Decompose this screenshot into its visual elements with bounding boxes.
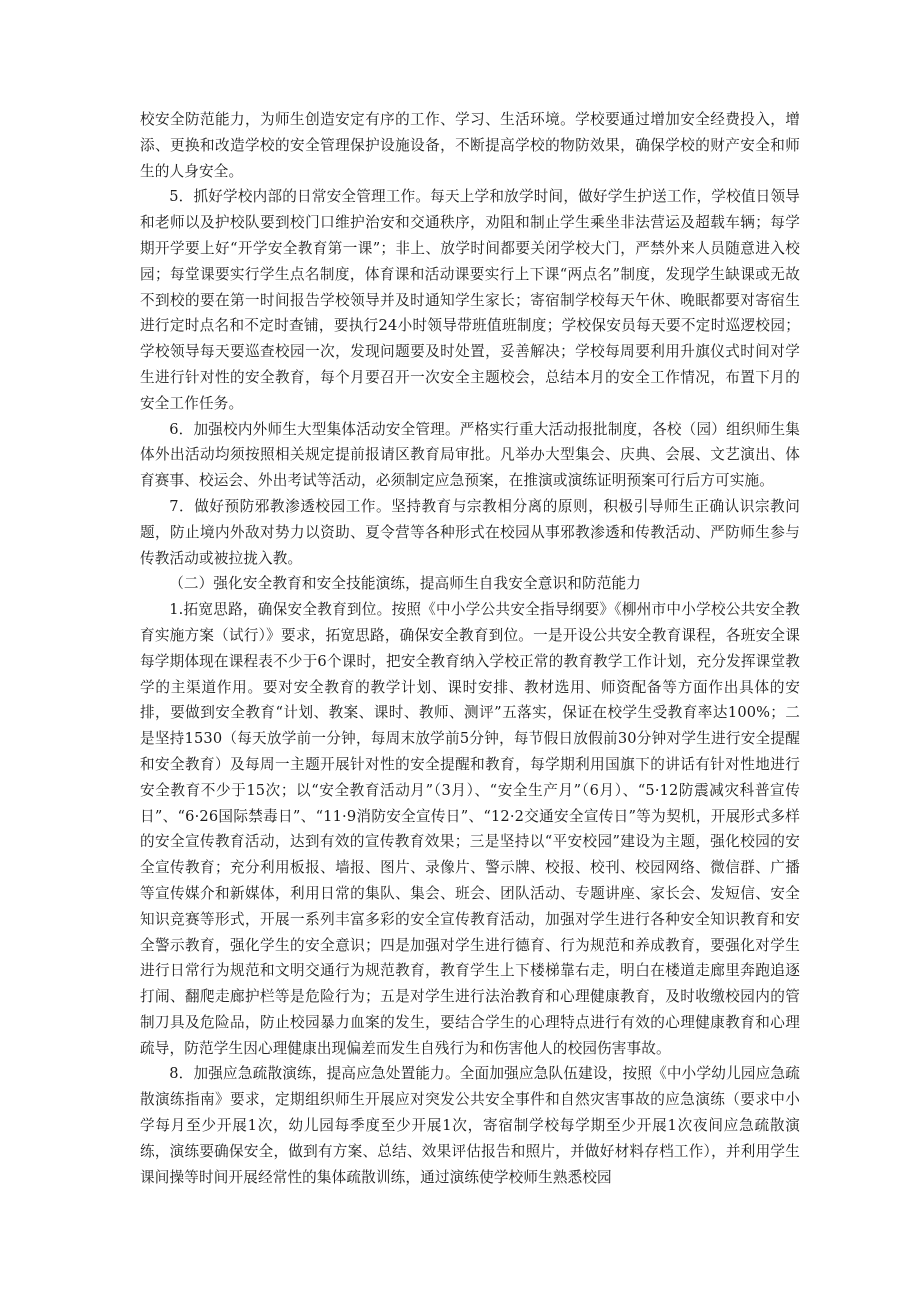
paragraph-3: 6．加强校内外师生大型集体活动安全管理。严格实行重大活动报批制度，各校（园）组织师生集体外出活动均须按照相关规定提前报请区教育局审批。凡举办大型集会、庆典、会展、文艺演出、体育赛事、校运会、外出考试等活动，必须制定应急预案，在推演或演练证明预案可行后方可实施。 (140, 420, 800, 490)
paragraph-7: 8．加强应急疏散演练，提高应急处置能力。全面加强应急队伍建设，按照《中小学幼儿园应急疏散演练指南》要求，定期组织师生开展应对突发公共安全事件和自然灾害事故的应急演练（要求中小学每月至少开展1次，幼儿园每季度至少开展1次，寄宿制学校每学期至少开展1次夜间应急疏散演练，演练要确保安全，做到有方案、总结、效果评估报告和照片，并做好材料存档工作），并利用学生课间操等时间开展经常性的集体疏散训练，通过演练使学校师生熟悉校园 (140, 1065, 800, 1186)
paragraph-4: 7．做好预防邪教渗透校园工作。坚持教育与宗教相分离的原则，积极引导师生正确认识宗教问题，防止境内外敌对势力以资助、夏令营等各种形式在校园从事邪教渗透和传教活动、严防师生参与传教活动或被拉拢入教。 (140, 497, 800, 567)
document-body (140, 107, 800, 1190)
paragraph-1: 校安全防范能力，为师生创造安定有序的工作、学习、生活环境。学校要通过增加安全经费投入，增添、更换和改造学校的安全管理保护设施设备，不断提高学校的物防效果，确保学校的财产安全和师生的人身安全。 (140, 111, 800, 180)
section-heading: （二）强化安全教育和安全技能演练，提高师生自我安全意识和防范能力 (169, 575, 641, 593)
paragraph-6: 1.拓宽思路，确保安全教育到位。按照《中小学公共安全指导纲要》《柳州市中小学校公共安全教育实施方案（试行）》要求，拓宽思路，确保安全教育到位。一是开设公共安全教育课程，各班安全课每学期体现在课程表不少于6个课时，把安全教育纳入学校正常的教育教学工作计划，充分发挥课堂教学的主渠道作用。要对安全教育的教学计划、课时安排、教材选用、师资配备等方面作出具体的安排，要做到安全教育“计划、教案、课时、教师、测评”五落实，保证在校学生受教育率达100%；二是坚持1530（每天放学前一分钟，每周末放学前5分钟，每节假日放假前30分钟对学生进行安全提醒和安全教育）及每周一主题开展针对性的安全提醒和教育，每学期利用国旗下的讲话有针对性地进行安全教育不少于15次；以“安全教育活动月”（3月）、“安全生产月”（6月）、“5·12防震减灾科普宣传日”、“6·26国际禁毒日”、“11·9消防安全宣传日”、“12·2交通安全宣传日”等为契机，开展形式多样的安全宣传教育活动，达到有效的宣传教育效果；三是坚持以“平安校园”建设为主题，强化校园的安全宣传教育；充分利用板报、墙报、图片、录像片、警示牌、校报、校刊、校园网络、微信群、广播等宣传媒介和新媒体，利用日常的集队、集会、班会、团队活动、专题讲座、家长会、发短信、安全知识竞赛等形式，开展一系列丰富多彩的安全宣传教育活动，加强对学生进行各种安全知识教育和安全警示教育，强化学生的安全意识；四是加强对学生进行德育、行为规范和养成教育，要强化对学生进行日常行为规范和文明交通行为规范教育，教育学生上下楼梯靠右走，明白在楼道走廊里奔跑追逐打闹、翻爬走廊护栏等是危险行为；五是对学生进行法治教育和心理健康教育，及时收缴校园内的管制刀具及危险品，防止校园暴力血案的发生，要结合学生的心理特点进行有效的心理健康教育和心理疏导，防范学生因心理健康出现偏差而发生自残行为和伤害他人的校园伤害事故。 (140, 601, 800, 1057)
paragraph-2: 5．抓好学校内部的日常安全管理工作。每天上学和放学时间，做好学生护送工作，学校值日领导和老师以及护校队要到校门口维护治安和交通秩序，劝阻和制止学生乘坐非法营运及超载车辆；每学期开学要上好“开学安全教育第一课”；非上、放学时间都要关闭学校大门，严禁外来人员随意进入校园；每堂课要实行学生点名制度，体育课和活动课要实行上下课“两点名”制度，发现学生缺课或无故不到校的要在第一时间报告学校领导并及时通知学生家长；寄宿制学校每天午休、晚眠都要对寄宿生进行定时点名和不定时查铺，要执行24小时领导带班值班制度；学校保安员每天要不定时巡逻校园；学校领导每天要巡查校园一次，发现问题要及时处置，妥善解决；学校每周要利用升旗仪式时间对学生进行针对性的安全教育，每个月要召开一次安全主题校会，总结本月的安全工作情况，布置下月的安全工作任务。 (140, 188, 800, 412)
